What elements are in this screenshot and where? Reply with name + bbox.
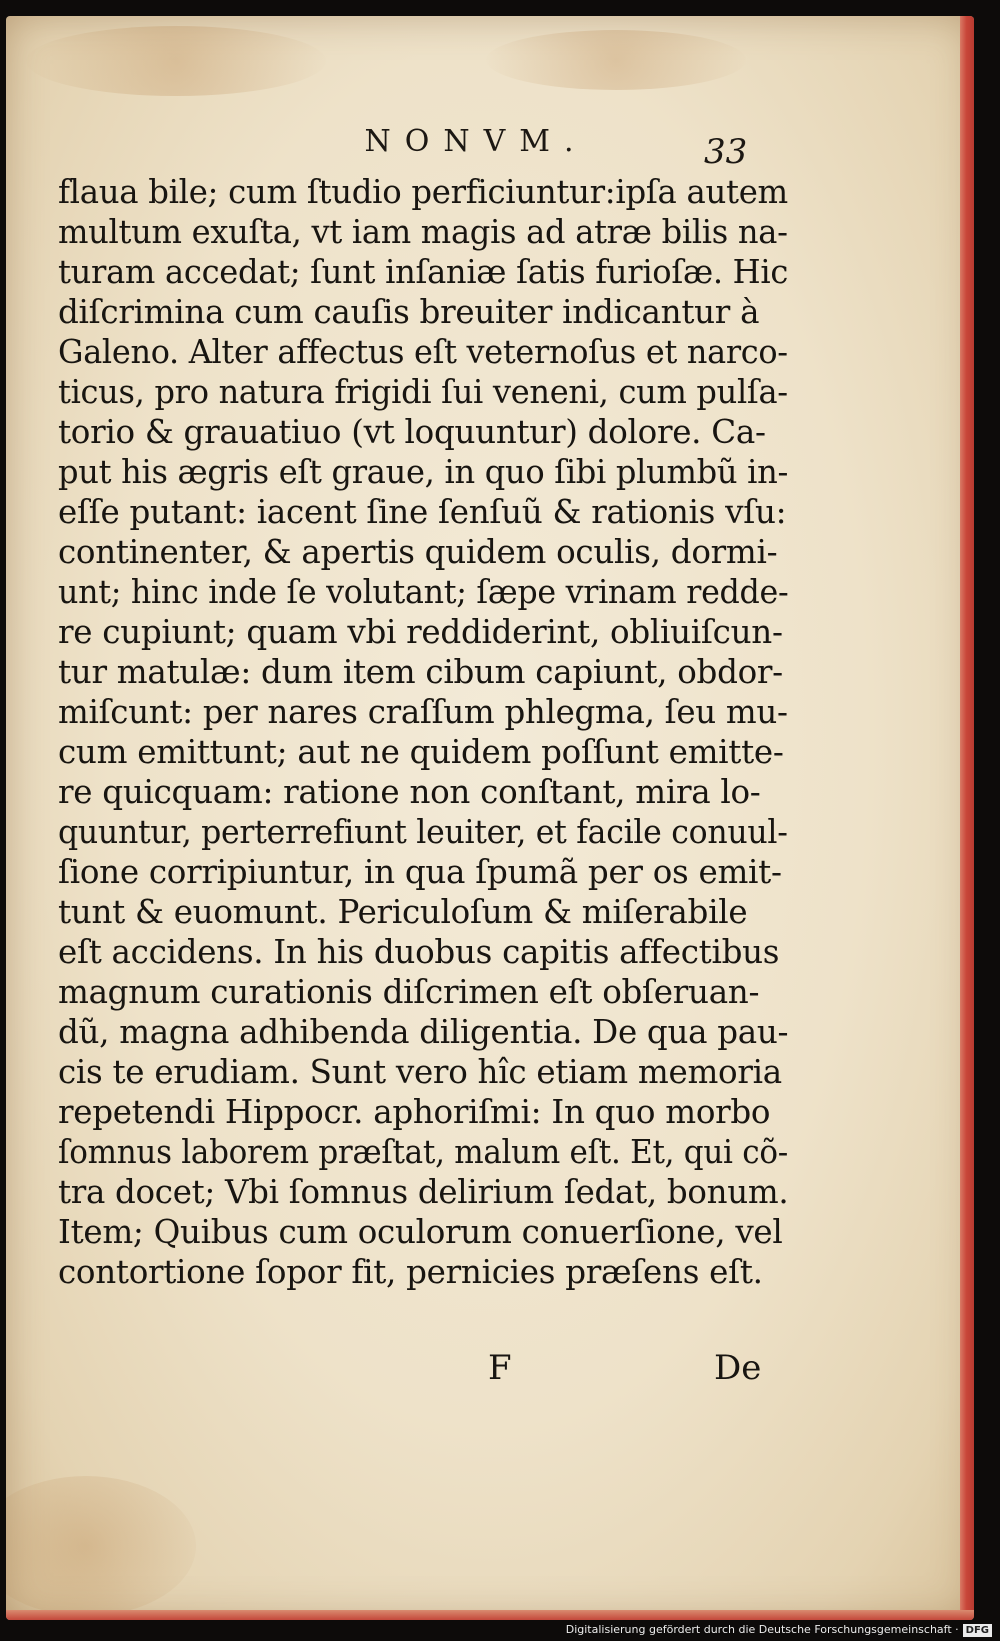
book-page [6, 16, 974, 1620]
text-line: ſione corripiuntur, in qua ſpumã per os emit- [58, 852, 782, 891]
text-line: diſcrimina cum cauſis breuiter indicantur à [58, 292, 760, 331]
text-line: re quicquam: ratione non conſtant, mira lo- [58, 772, 761, 811]
running-head: NONVM. [364, 124, 588, 159]
text-line: re cupiunt; quam vbi reddiderint, obliuiſcun- [58, 612, 783, 651]
text-line: ſomnus laborem præſtat, malum eſt. Et, qui cõ- [58, 1132, 788, 1171]
text-line: tra docet; Vbi ſomnus delirium ſedat, bonum. [58, 1172, 789, 1211]
dfg-logo: DFG [963, 1624, 992, 1637]
text-line: cis te erudiam. Sunt vero hîc etiam memoria [58, 1052, 782, 1091]
text-line: contortione ſopor fit, pernicies præſens eſt. [58, 1252, 763, 1291]
red-page-edge [960, 16, 974, 1620]
text-line: magnum curationis diſcrimen eſt obſeruan- [58, 972, 760, 1011]
text-line: unt; hinc inde ſe volutant; ſæpe vrinam redde- [58, 572, 789, 611]
text-line: eſſe putant: iacent ſine ſenſuũ & rationis vſu: [58, 492, 787, 531]
catchword: De [714, 1348, 762, 1388]
signature-mark: F [488, 1348, 512, 1388]
text-line: miſcunt: per nares craſſum phlegma, ſeu mu- [58, 692, 788, 731]
digitization-credit [566, 1621, 992, 1639]
text-line: multum exuſta, vt iam magis ad atræ bilis na- [58, 212, 788, 251]
text-line: put his ægris eſt graue, in quo ſibi plumbũ in- [58, 452, 789, 491]
text-line: Galeno. Alter affectus eſt veternoſus et narco- [58, 332, 788, 371]
text-line: quuntur, perterrefiunt leuiter, et facile conuul- [58, 812, 788, 851]
text-line: dũ, magna adhibenda diligentia. De qua pau- [58, 1012, 789, 1051]
text-line: flaua bile; cum ſtudio perficiuntur:ipſa autem [58, 172, 788, 211]
paper-stain [6, 1476, 196, 1616]
text-line: tur matulæ: dum item cibum capiunt, obdor- [58, 652, 783, 691]
credit-text: Digitalisierung gefördert durch die Deutsche Forschungsgemeinschaft · [565, 1623, 959, 1636]
folio-number: 33 [704, 132, 748, 172]
text-line: ticus, pro natura frigidi ſui veneni, cum pulſa- [58, 372, 788, 411]
text-line: turam accedat; ſunt inſaniæ ſatis furioſæ. Hic [58, 252, 789, 291]
text-line: repetendi Hippocr. aphoriſmi: In quo morbo [58, 1092, 771, 1131]
text-line: eſt accidens. In his duobus capitis affectibus [58, 932, 780, 971]
text-line: Item; Quibus cum oculorum conuerſione, vel [58, 1212, 783, 1251]
paper-stain [486, 30, 746, 90]
text-line: torio & grauatiuo (vt loquuntur) dolore. Ca- [58, 412, 766, 451]
paper-stain [26, 26, 326, 96]
red-page-edge-bottom [6, 1610, 974, 1620]
text-line: continenter, & apertis quidem oculis, dormi- [58, 532, 778, 571]
text-line: tunt & euomunt. Periculoſum & miſerabile [58, 892, 748, 931]
text-line: cum emittunt; aut ne quidem poſſunt emitte- [58, 732, 784, 771]
text-block [58, 172, 798, 1292]
